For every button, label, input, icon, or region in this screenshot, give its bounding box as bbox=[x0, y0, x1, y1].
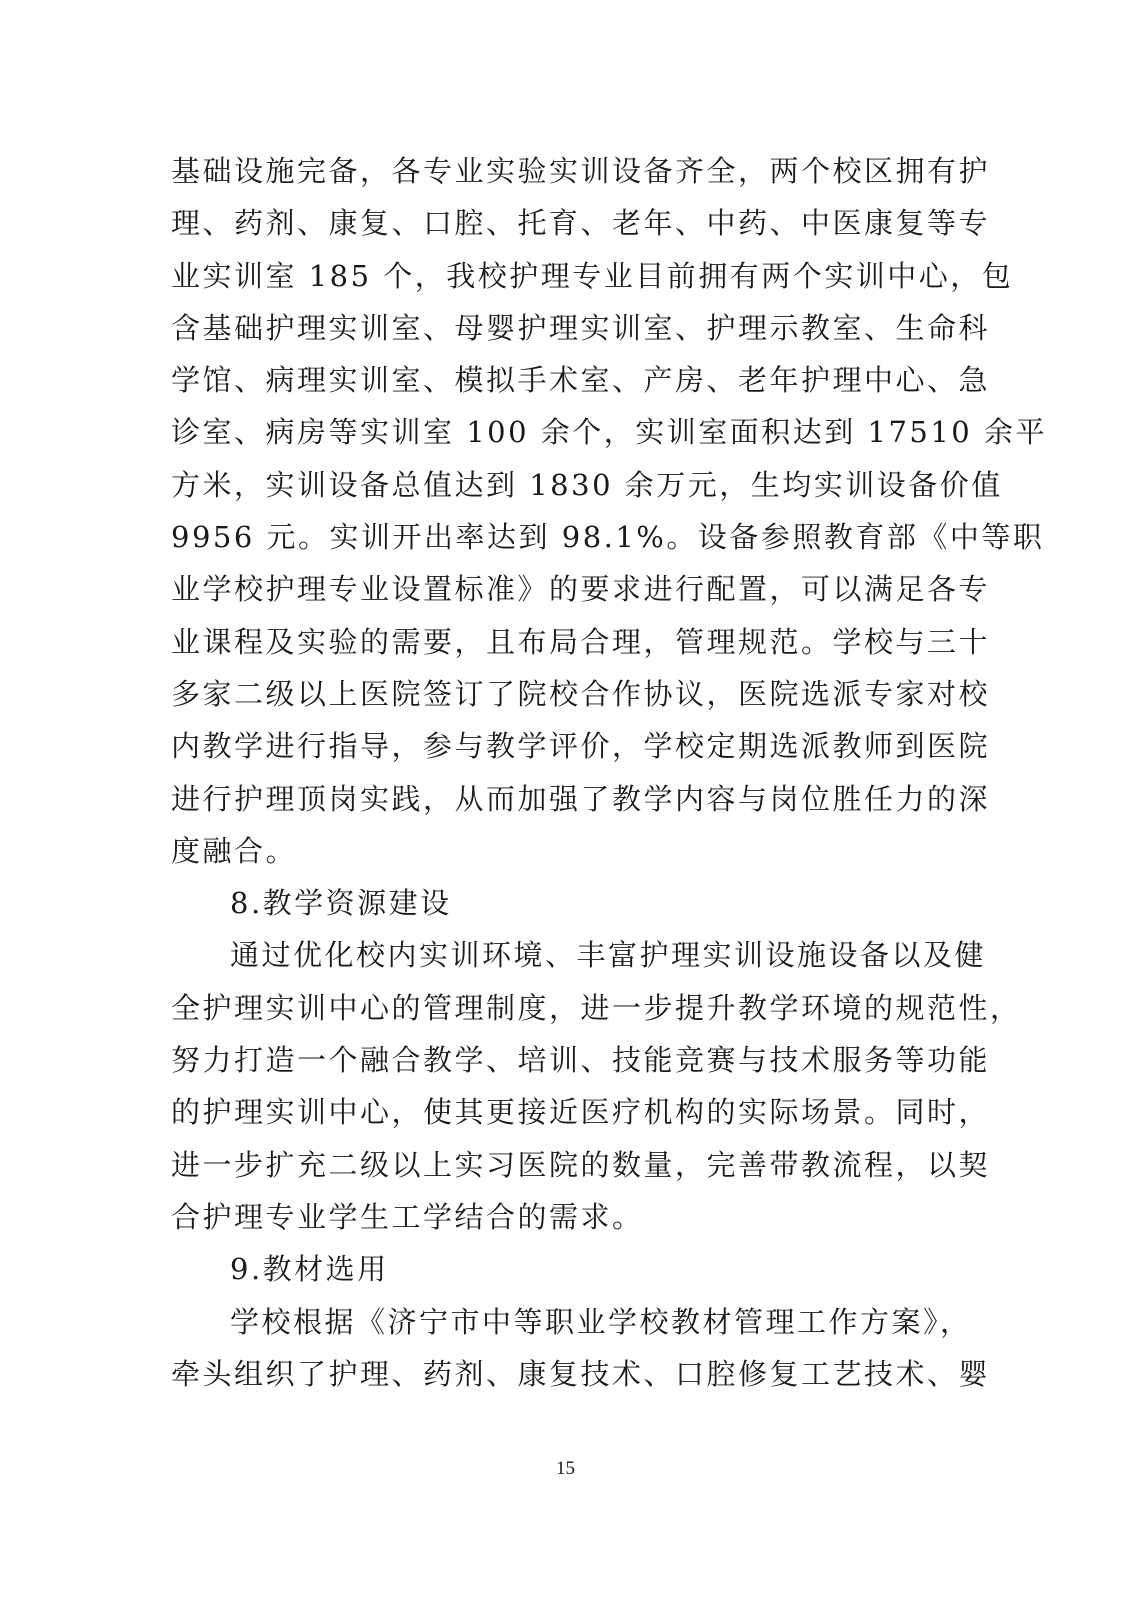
text-line: 通过优化校内实训环境、丰富护理实训设施设备以及健 bbox=[230, 938, 987, 973]
text-line: 方米，实训设备总值达到 1830 余万元，生均实训设备价值 bbox=[171, 467, 1003, 502]
text-line: 诊室、病房等实训室 100 余个，实训室面积达到 17510 余平 bbox=[171, 415, 1047, 450]
text-line: 进一步扩充二级以上实习医院的数量，完善带教流程，以契 bbox=[171, 1147, 991, 1182]
text-line: 进行护理顶岗实践，从而加强了教学内容与岗位胜任力的深 bbox=[171, 781, 991, 816]
text-line: 全护理实训中心的管理制度，进一步提升教学环境的规范性， bbox=[171, 990, 1022, 1025]
text-line: 的护理实训中心，使其更接近医疗机构的实际场景。同时， bbox=[171, 1095, 991, 1130]
text-line: 学校根据《济宁市中等职业学校教材管理工作方案》， bbox=[230, 1304, 972, 1339]
text-line: 业实训室 185 个，我校护理专业目前拥有两个实训中心，包 bbox=[171, 258, 1014, 293]
text-line: 内教学进行指导，参与教学评价，学校定期选派教师到医院 bbox=[171, 729, 991, 764]
page-number: 15 bbox=[556, 1458, 575, 1479]
text-line: 含基础护理实训室、母婴护理实训室、护理示教室、生命科 bbox=[171, 310, 991, 345]
text-line: 努力打造一个融合教学、培训、技能竞赛与技术服务等功能 bbox=[171, 1043, 991, 1078]
text-line: 基础设施完备，各专业实验实训设备齐全，两个校区拥有护 bbox=[171, 154, 991, 188]
section-heading: 9.教材选用 bbox=[230, 1252, 389, 1287]
text-line: 业课程及实验的需要，且布局合理，管理规范。学校与三十 bbox=[171, 624, 991, 659]
text-line: 学馆、病理实训室、模拟手术室、产房、老年护理中心、急 bbox=[171, 363, 991, 398]
text-line: 合护理专业学生工学结合的需求。 bbox=[171, 1199, 644, 1234]
text-line: 多家二级以上医院签订了院校合作协议，医院选派专家对校 bbox=[171, 676, 991, 711]
text-line: 9956 元。实训开出率达到 98.1%。设备参照教育部《中等职 bbox=[171, 520, 1045, 555]
text-line: 牵头组织了护理、药剂、康复技术、口腔修复工艺技术、婴 bbox=[171, 1356, 991, 1391]
text-line: 度融合。 bbox=[171, 833, 298, 868]
text-line: 业学校护理专业设置标准》的要求进行配置，可以满足各专 bbox=[171, 572, 991, 607]
text-line: 理、药剂、康复、口腔、托育、老年、中药、中医康复等专 bbox=[171, 206, 991, 241]
section-heading: 8.教学资源建设 bbox=[230, 886, 452, 921]
body-text bbox=[171, 145, 1047, 1400]
